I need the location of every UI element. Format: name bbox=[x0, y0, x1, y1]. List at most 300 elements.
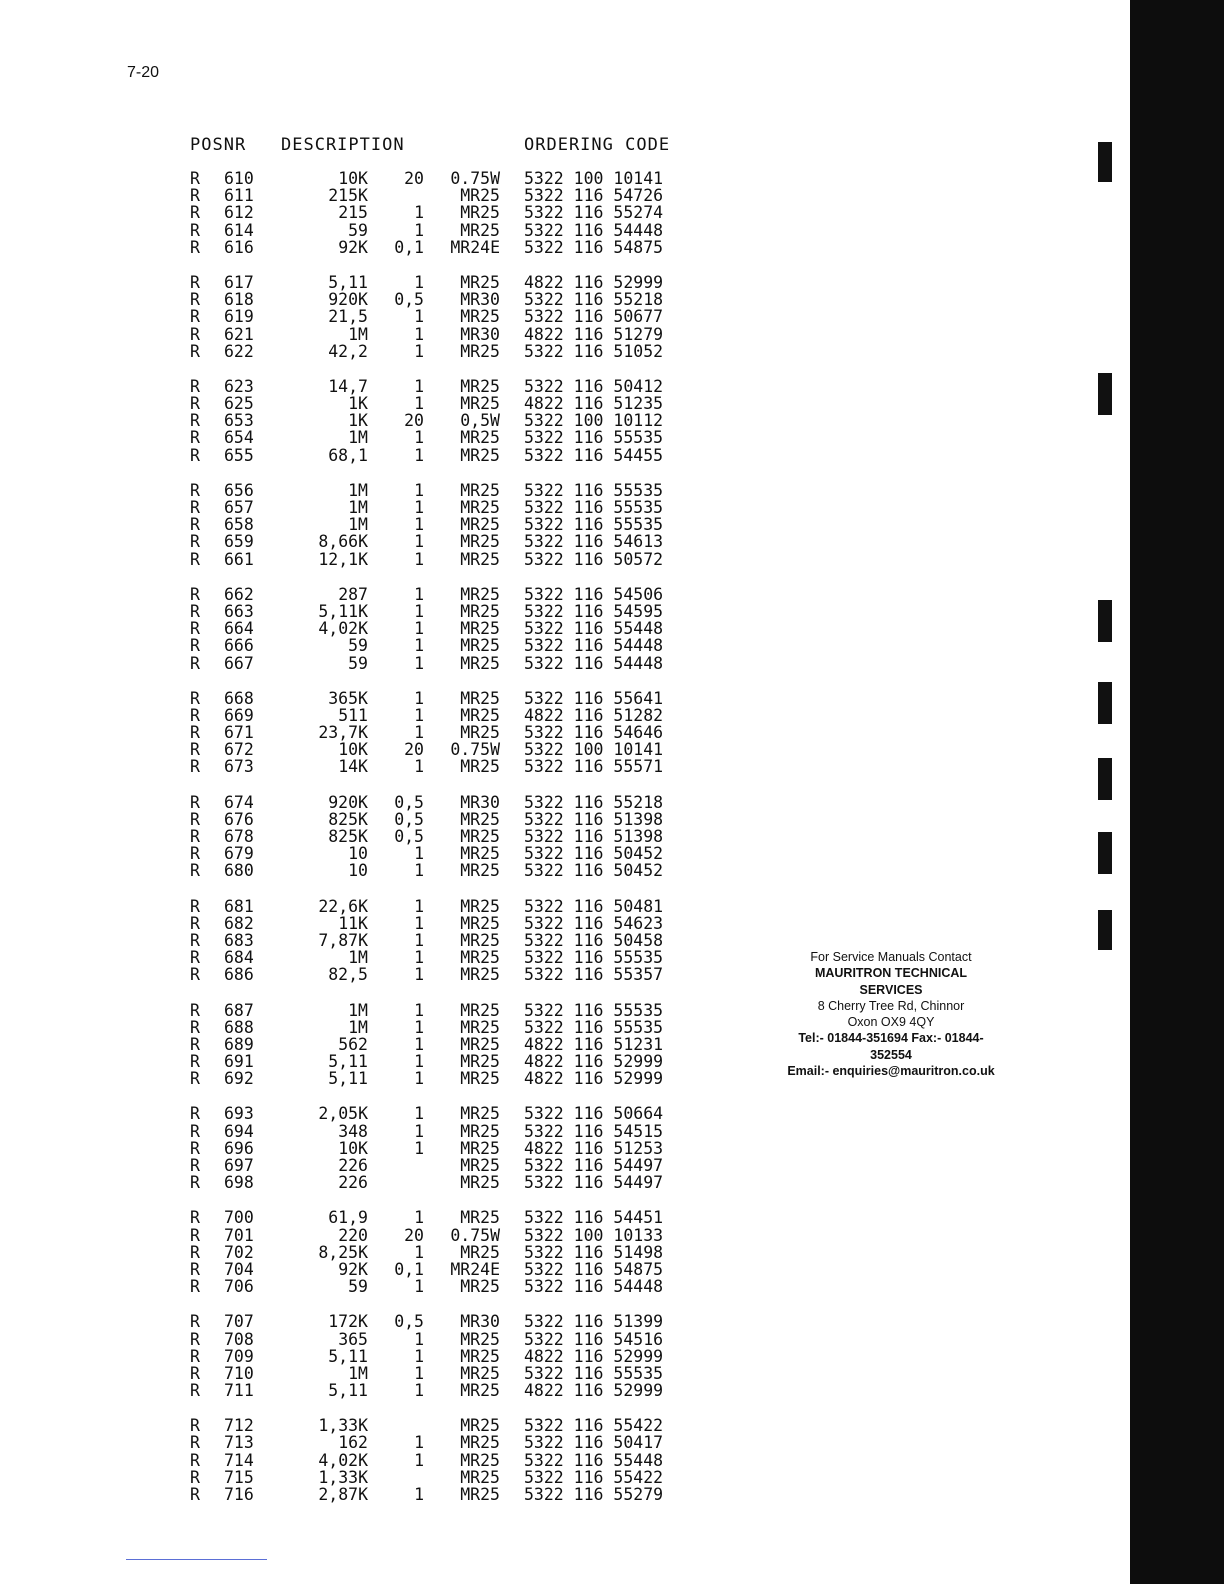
tolerance: 0,5 bbox=[394, 1312, 424, 1332]
ordering-code: 5322 116 54451 bbox=[524, 1208, 664, 1228]
position-number: 714 bbox=[224, 1450, 254, 1470]
component-model: MR25 bbox=[460, 1104, 500, 1124]
tolerance: 1 bbox=[414, 220, 424, 240]
component-type: R bbox=[190, 186, 200, 206]
component-type: R bbox=[190, 1450, 200, 1470]
scan-edge-bar bbox=[1130, 0, 1224, 1584]
table-row bbox=[190, 395, 710, 412]
ordering-code: 5322 116 55218 bbox=[524, 792, 664, 812]
position-number: 708 bbox=[224, 1329, 254, 1349]
component-model: MR25 bbox=[460, 272, 500, 292]
ordering-code: 5322 116 55422 bbox=[524, 1467, 664, 1487]
ordering-code: 4822 116 51235 bbox=[524, 394, 664, 414]
parts-group bbox=[190, 170, 710, 256]
component-model: MR25 bbox=[460, 549, 500, 569]
position-number: 706 bbox=[224, 1277, 254, 1297]
component-type: R bbox=[190, 1017, 200, 1037]
component-value: 1M bbox=[348, 1017, 368, 1037]
component-type: R bbox=[190, 1104, 200, 1124]
ordering-code: 5322 116 54448 bbox=[524, 1277, 664, 1297]
tolerance: 1 bbox=[414, 1450, 424, 1470]
ordering-code: 5322 116 50481 bbox=[524, 896, 664, 916]
ordering-code: 5322 100 10112 bbox=[524, 411, 664, 431]
table-row bbox=[190, 1227, 710, 1244]
table-row bbox=[190, 655, 710, 672]
contact-address-town: Oxon OX9 4QY bbox=[847, 1015, 935, 1030]
tolerance: 1 bbox=[414, 584, 424, 604]
component-type: R bbox=[190, 394, 200, 414]
tolerance: 0,5 bbox=[394, 290, 424, 310]
ordering-code: 5322 116 55274 bbox=[524, 203, 664, 223]
ordering-code: 5322 116 55535 bbox=[524, 1000, 664, 1020]
component-model: MR24E bbox=[450, 1259, 500, 1279]
tolerance: 1 bbox=[414, 324, 424, 344]
component-value: 10K bbox=[338, 740, 368, 760]
table-row bbox=[190, 845, 710, 862]
position-number: 653 bbox=[224, 411, 254, 431]
component-type: R bbox=[190, 1329, 200, 1349]
component-model: MR25 bbox=[460, 1052, 500, 1072]
component-model: MR30 bbox=[460, 1312, 500, 1332]
position-number: 619 bbox=[224, 307, 254, 327]
position-number: 704 bbox=[224, 1259, 254, 1279]
table-row bbox=[190, 204, 710, 221]
component-type: R bbox=[190, 498, 200, 517]
ordering-code: 5322 116 54613 bbox=[524, 532, 664, 552]
component-type: R bbox=[190, 653, 200, 673]
component-type: R bbox=[190, 532, 200, 552]
component-type: R bbox=[190, 549, 200, 569]
position-number: 669 bbox=[224, 705, 254, 725]
tolerance: 1 bbox=[414, 619, 424, 639]
component-value: 825K bbox=[328, 809, 368, 829]
tolerance: 1 bbox=[414, 1242, 424, 1262]
component-value: 10K bbox=[338, 1138, 368, 1158]
component-model: MR30 bbox=[460, 290, 500, 310]
component-model: MR25 bbox=[460, 480, 500, 500]
tolerance: 1 bbox=[414, 515, 424, 535]
position-number: 684 bbox=[224, 948, 254, 968]
position-number: 700 bbox=[224, 1208, 254, 1228]
component-type: R bbox=[190, 203, 200, 223]
component-value: 8,25K bbox=[318, 1242, 368, 1262]
table-row bbox=[190, 1331, 710, 1348]
tolerance: 1 bbox=[414, 705, 424, 725]
component-model: MR25 bbox=[460, 1467, 500, 1487]
tolerance: 0,1 bbox=[394, 1259, 424, 1279]
parts-group bbox=[190, 1002, 710, 1088]
tolerance: 1 bbox=[414, 1138, 424, 1158]
position-number: 672 bbox=[224, 740, 254, 760]
component-value: 1M bbox=[348, 480, 368, 500]
component-value: 5,11 bbox=[328, 272, 368, 292]
tolerance: 0,5 bbox=[394, 827, 424, 846]
component-model: MR25 bbox=[460, 723, 500, 743]
position-number: 709 bbox=[224, 1346, 254, 1366]
component-value: 12,1K bbox=[318, 549, 368, 569]
table-row bbox=[190, 1348, 710, 1365]
position-number: 616 bbox=[224, 237, 254, 257]
tolerance: 1 bbox=[414, 930, 424, 950]
component-model: MR30 bbox=[460, 324, 500, 344]
position-number: 687 bbox=[224, 1000, 254, 1020]
parts-list-table bbox=[190, 170, 710, 1521]
component-type: R bbox=[190, 1225, 200, 1245]
component-type: R bbox=[190, 1467, 200, 1487]
table-row bbox=[190, 533, 710, 550]
component-model: MR25 bbox=[460, 1329, 500, 1349]
component-type: R bbox=[190, 272, 200, 292]
table-row bbox=[190, 620, 710, 637]
component-model: 0,5W bbox=[460, 411, 500, 431]
contact-phone-fax: Tel:- 01844-351694 Fax:- 01844-352554 bbox=[798, 1031, 984, 1062]
ordering-code: 5322 116 55448 bbox=[524, 1450, 664, 1470]
component-model: MR25 bbox=[460, 1381, 500, 1401]
component-value: 226 bbox=[338, 1156, 368, 1175]
table-row bbox=[190, 499, 710, 516]
ordering-code: 5322 116 55535 bbox=[524, 498, 664, 517]
tolerance: 1 bbox=[414, 394, 424, 414]
position-number: 715 bbox=[224, 1467, 254, 1487]
table-row bbox=[190, 1365, 710, 1382]
tolerance: 1 bbox=[414, 723, 424, 743]
tolerance: 1 bbox=[414, 1069, 424, 1089]
component-type: R bbox=[190, 619, 200, 639]
component-type: R bbox=[190, 584, 200, 604]
component-model: MR25 bbox=[460, 601, 500, 621]
component-value: 10 bbox=[348, 844, 368, 864]
ordering-code: 5322 116 54595 bbox=[524, 601, 664, 621]
component-model: MR25 bbox=[460, 1208, 500, 1228]
binding-mark bbox=[1098, 758, 1112, 800]
component-model: MR25 bbox=[460, 844, 500, 864]
component-value: 22,6K bbox=[318, 896, 368, 916]
component-model: MR25 bbox=[460, 619, 500, 639]
table-row bbox=[190, 326, 710, 343]
position-number: 611 bbox=[224, 186, 254, 206]
component-model: MR25 bbox=[460, 1450, 500, 1470]
tolerance: 1 bbox=[414, 601, 424, 621]
tolerance: 0,5 bbox=[394, 809, 424, 829]
table-row bbox=[190, 1174, 710, 1191]
table-row bbox=[190, 378, 710, 395]
tolerance: 1 bbox=[414, 428, 424, 448]
table-row bbox=[190, 603, 710, 620]
component-value: 287 bbox=[338, 584, 368, 604]
component-model: 0.75W bbox=[450, 1225, 500, 1245]
table-row bbox=[190, 828, 710, 845]
component-value: 7,87K bbox=[318, 930, 368, 950]
component-type: R bbox=[190, 1242, 200, 1262]
table-row bbox=[190, 1261, 710, 1278]
ordering-code: 5322 116 50452 bbox=[524, 861, 664, 881]
tolerance: 1 bbox=[414, 688, 424, 708]
component-value: 172K bbox=[328, 1312, 368, 1332]
position-number: 694 bbox=[224, 1121, 254, 1141]
position-number: 688 bbox=[224, 1017, 254, 1037]
table-row bbox=[190, 1244, 710, 1261]
parts-group bbox=[190, 1313, 710, 1399]
component-value: 226 bbox=[338, 1173, 368, 1193]
position-number: 655 bbox=[224, 445, 254, 465]
position-number: 664 bbox=[224, 619, 254, 639]
component-value: 1K bbox=[348, 394, 368, 414]
table-row bbox=[190, 1209, 710, 1226]
tolerance: 1 bbox=[414, 272, 424, 292]
component-value: 21,5 bbox=[328, 307, 368, 327]
component-model: MR25 bbox=[460, 515, 500, 535]
ordering-code: 5322 116 54448 bbox=[524, 636, 664, 656]
table-row bbox=[190, 343, 710, 360]
ordering-code: 5322 116 50677 bbox=[524, 307, 664, 327]
component-value: 1,33K bbox=[318, 1467, 368, 1487]
component-type: R bbox=[190, 1138, 200, 1158]
ordering-code: 5322 116 54875 bbox=[524, 1259, 664, 1279]
position-number: 681 bbox=[224, 896, 254, 916]
component-type: R bbox=[190, 1208, 200, 1228]
tolerance: 1 bbox=[414, 861, 424, 881]
position-number: 659 bbox=[224, 532, 254, 552]
tolerance: 1 bbox=[414, 203, 424, 223]
tolerance: 20 bbox=[404, 411, 424, 431]
ordering-code: 5322 116 54506 bbox=[524, 584, 664, 604]
component-value: 59 bbox=[348, 220, 368, 240]
component-value: 42,2 bbox=[328, 341, 368, 361]
component-type: R bbox=[190, 1363, 200, 1383]
component-value: 348 bbox=[338, 1121, 368, 1141]
tolerance: 1 bbox=[414, 498, 424, 517]
position-number: 698 bbox=[224, 1173, 254, 1193]
component-value: 162 bbox=[338, 1433, 368, 1453]
component-model: MR25 bbox=[460, 1138, 500, 1158]
ordering-code: 4822 116 52999 bbox=[524, 272, 664, 292]
component-model: MR25 bbox=[460, 1416, 500, 1436]
ordering-code: 5322 116 54875 bbox=[524, 237, 664, 257]
component-model: MR25 bbox=[460, 584, 500, 604]
component-value: 59 bbox=[348, 1277, 368, 1297]
component-value: 68,1 bbox=[328, 445, 368, 465]
contact-email: Email:- enquiries@mauritron.co.uk bbox=[787, 1064, 995, 1079]
component-model: MR25 bbox=[460, 1277, 500, 1297]
parts-group bbox=[190, 898, 710, 984]
position-number: 673 bbox=[224, 757, 254, 777]
component-model: MR25 bbox=[460, 1017, 500, 1037]
component-value: 4,02K bbox=[318, 619, 368, 639]
ordering-code: 4822 116 52999 bbox=[524, 1052, 664, 1072]
component-model: MR25 bbox=[460, 341, 500, 361]
parts-group bbox=[190, 690, 710, 776]
table-row bbox=[190, 1452, 710, 1469]
component-model: MR25 bbox=[460, 948, 500, 968]
ordering-code: 4822 116 52999 bbox=[524, 1069, 664, 1089]
component-value: 10K bbox=[338, 169, 368, 188]
position-number: 686 bbox=[224, 965, 254, 985]
header-posnr: POSNR bbox=[190, 135, 247, 155]
tolerance: 1 bbox=[414, 1104, 424, 1124]
tolerance: 1 bbox=[414, 653, 424, 673]
component-model: MR25 bbox=[460, 203, 500, 223]
component-model: 0.75W bbox=[450, 740, 500, 760]
component-type: R bbox=[190, 1000, 200, 1020]
table-row bbox=[190, 1434, 710, 1451]
table-row bbox=[190, 966, 710, 983]
ordering-code: 5322 116 55422 bbox=[524, 1416, 664, 1436]
position-number: 622 bbox=[224, 341, 254, 361]
component-model: MR25 bbox=[460, 1000, 500, 1020]
component-value: 365K bbox=[328, 688, 368, 708]
component-type: R bbox=[190, 1485, 200, 1504]
tolerance: 1 bbox=[414, 549, 424, 569]
tolerance: 1 bbox=[414, 445, 424, 465]
component-model: MR25 bbox=[460, 220, 500, 240]
ordering-code: 5322 116 55535 bbox=[524, 1017, 664, 1037]
component-value: 1M bbox=[348, 948, 368, 968]
component-value: 59 bbox=[348, 653, 368, 673]
component-model: MR25 bbox=[460, 1121, 500, 1141]
tolerance: 1 bbox=[414, 757, 424, 777]
tolerance: 1 bbox=[414, 1346, 424, 1366]
tolerance: 1 bbox=[414, 1208, 424, 1228]
component-value: 5,11 bbox=[328, 1052, 368, 1072]
component-value: 1,33K bbox=[318, 1416, 368, 1436]
component-model: MR30 bbox=[460, 792, 500, 812]
ordering-code: 5322 116 51498 bbox=[524, 1242, 664, 1262]
tolerance: 0,5 bbox=[394, 792, 424, 812]
position-number: 697 bbox=[224, 1156, 254, 1175]
ordering-code: 5322 116 50417 bbox=[524, 1433, 664, 1453]
tolerance: 1 bbox=[414, 1034, 424, 1054]
position-number: 610 bbox=[224, 169, 254, 188]
table-row bbox=[190, 794, 710, 811]
component-type: R bbox=[190, 1052, 200, 1072]
tolerance: 1 bbox=[414, 532, 424, 552]
table-row bbox=[190, 637, 710, 654]
component-model: MR25 bbox=[460, 1485, 500, 1504]
table-row bbox=[190, 1123, 710, 1140]
position-number: 682 bbox=[224, 913, 254, 933]
component-value: 215K bbox=[328, 186, 368, 206]
table-row bbox=[190, 1105, 710, 1122]
component-type: R bbox=[190, 1121, 200, 1141]
footnote-rule bbox=[126, 1559, 267, 1560]
table-row bbox=[190, 949, 710, 966]
component-value: 4,02K bbox=[318, 1450, 368, 1470]
component-type: R bbox=[190, 324, 200, 344]
position-number: 692 bbox=[224, 1069, 254, 1089]
ordering-code: 5322 116 54623 bbox=[524, 913, 664, 933]
component-type: R bbox=[190, 1277, 200, 1297]
position-number: 691 bbox=[224, 1052, 254, 1072]
ordering-code: 4822 116 52999 bbox=[524, 1381, 664, 1401]
component-type: R bbox=[190, 740, 200, 760]
component-type: R bbox=[190, 861, 200, 881]
component-type: R bbox=[190, 1312, 200, 1332]
component-model: MR25 bbox=[460, 1242, 500, 1262]
component-type: R bbox=[190, 792, 200, 812]
ordering-code: 5322 116 50572 bbox=[524, 549, 664, 569]
position-number: 614 bbox=[224, 220, 254, 240]
position-number: 689 bbox=[224, 1034, 254, 1054]
component-model: MR25 bbox=[460, 394, 500, 414]
table-row bbox=[190, 170, 710, 187]
table-row bbox=[190, 1417, 710, 1434]
component-type: R bbox=[190, 723, 200, 743]
table-row bbox=[190, 239, 710, 256]
position-number: 707 bbox=[224, 1312, 254, 1332]
component-type: R bbox=[190, 896, 200, 916]
component-model: MR25 bbox=[460, 1069, 500, 1089]
ordering-code: 5322 116 55535 bbox=[524, 1363, 664, 1383]
binding-mark bbox=[1098, 910, 1112, 950]
parts-group bbox=[190, 586, 710, 672]
component-type: R bbox=[190, 1034, 200, 1054]
table-row bbox=[190, 429, 710, 446]
component-model: MR25 bbox=[460, 1433, 500, 1453]
component-value: 2,05K bbox=[318, 1104, 368, 1124]
ordering-code: 5322 100 10141 bbox=[524, 169, 664, 188]
parts-group bbox=[190, 482, 710, 568]
ordering-code: 5322 116 55535 bbox=[524, 948, 664, 968]
position-number: 710 bbox=[224, 1363, 254, 1383]
table-row bbox=[190, 724, 710, 741]
tolerance: 1 bbox=[414, 636, 424, 656]
binding-mark bbox=[1098, 600, 1112, 642]
component-value: 1M bbox=[348, 1363, 368, 1383]
tolerance: 1 bbox=[414, 1017, 424, 1037]
table-row bbox=[190, 551, 710, 568]
position-number: 623 bbox=[224, 376, 254, 396]
component-value: 920K bbox=[328, 290, 368, 310]
component-model: MR25 bbox=[460, 1346, 500, 1366]
component-type: R bbox=[190, 376, 200, 396]
component-type: R bbox=[190, 844, 200, 864]
position-number: 621 bbox=[224, 324, 254, 344]
ordering-code: 5322 116 50458 bbox=[524, 930, 664, 950]
page-number: 7-20 bbox=[127, 64, 160, 81]
component-type: R bbox=[190, 290, 200, 310]
tolerance: 1 bbox=[414, 1329, 424, 1349]
ordering-code: 5322 116 54448 bbox=[524, 220, 664, 240]
component-value: 1K bbox=[348, 411, 368, 431]
table-row bbox=[190, 1382, 710, 1399]
component-value: 1M bbox=[348, 324, 368, 344]
contact-address-street: 8 Cherry Tree Rd, Chinnor bbox=[817, 998, 965, 1013]
table-row bbox=[190, 915, 710, 932]
component-model: MR25 bbox=[460, 636, 500, 656]
table-row bbox=[190, 291, 710, 308]
component-type: R bbox=[190, 445, 200, 465]
component-model: MR25 bbox=[460, 653, 500, 673]
component-type: R bbox=[190, 480, 200, 500]
position-number: 658 bbox=[224, 515, 254, 535]
component-model: MR25 bbox=[460, 688, 500, 708]
table-row bbox=[190, 412, 710, 429]
tolerance: 20 bbox=[404, 740, 424, 760]
table-row bbox=[190, 1036, 710, 1053]
table-row bbox=[190, 898, 710, 915]
ordering-code: 5322 116 51052 bbox=[524, 341, 664, 361]
table-row bbox=[190, 222, 710, 239]
service-contact-block bbox=[782, 949, 1000, 1079]
tolerance: 20 bbox=[404, 1225, 424, 1245]
component-value: 92K bbox=[338, 237, 368, 257]
ordering-code: 4822 116 51282 bbox=[524, 705, 664, 725]
parts-group bbox=[190, 378, 710, 464]
component-type: R bbox=[190, 307, 200, 327]
tolerance: 1 bbox=[414, 376, 424, 396]
tolerance: 1 bbox=[414, 913, 424, 933]
component-model: MR25 bbox=[460, 1156, 500, 1175]
